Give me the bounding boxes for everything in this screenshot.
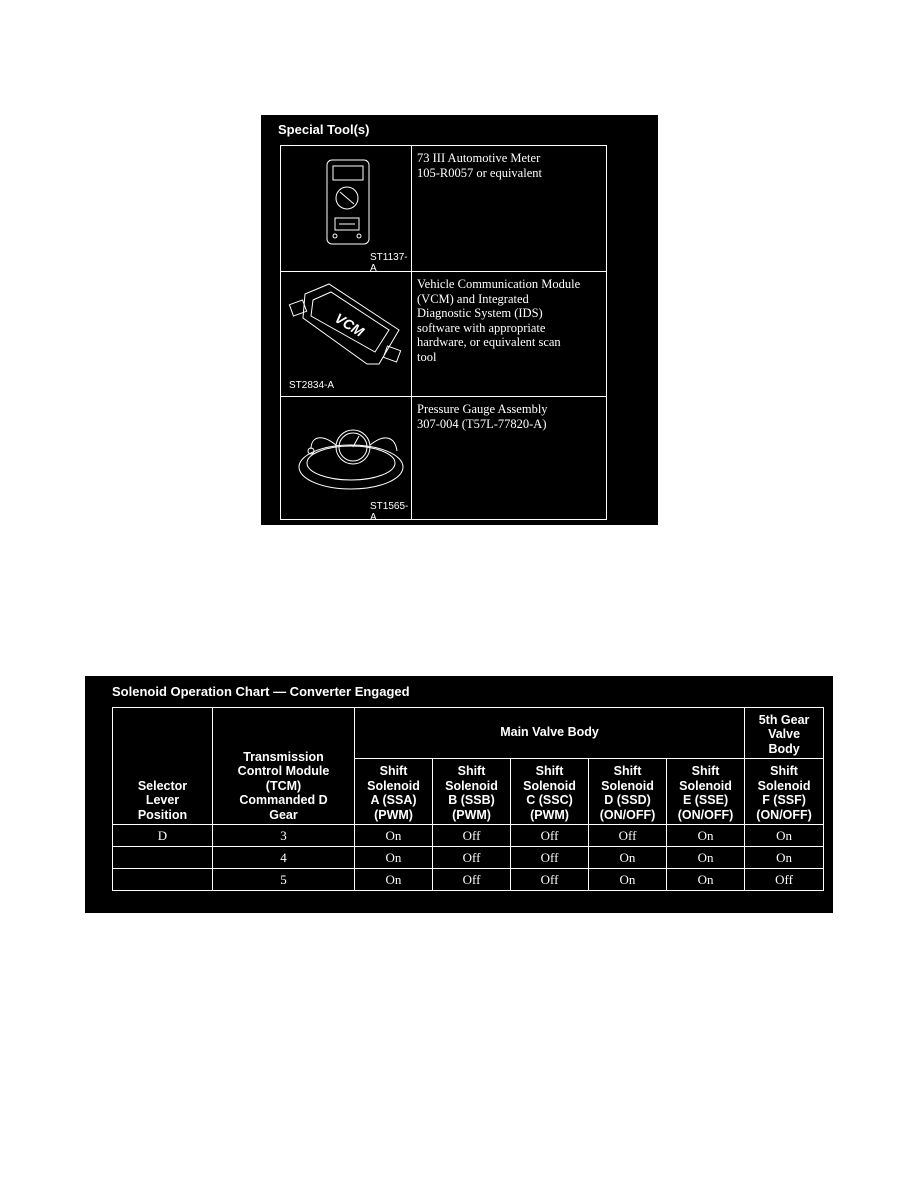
tool-row bbox=[281, 271, 606, 396]
tool-description: 73 III Automotive Meter 105-R0057 or equivalent bbox=[417, 151, 542, 180]
solenoid-chart-title: Solenoid Operation Chart — Converter Engaged bbox=[112, 684, 410, 699]
table-cell: Off bbox=[511, 869, 589, 891]
table-cell bbox=[113, 847, 213, 869]
header-shift-solenoid-e: Shift Solenoid E (SSE) (ON/OFF) bbox=[667, 759, 745, 825]
table-cell: Off bbox=[589, 825, 667, 847]
table-cell: 3 bbox=[213, 825, 355, 847]
header-shift-solenoid-f: Shift Solenoid F (SSF) (ON/OFF) bbox=[745, 759, 824, 825]
special-tools-title: Special Tool(s) bbox=[278, 122, 370, 137]
table-cell: On bbox=[355, 825, 433, 847]
table-cell: 4 bbox=[213, 847, 355, 869]
tool-row bbox=[281, 146, 606, 274]
table-cell: Off bbox=[511, 825, 589, 847]
tool-row bbox=[281, 396, 606, 523]
table-cell: On bbox=[589, 847, 667, 869]
table-cell: On bbox=[745, 847, 824, 869]
table-cell: On bbox=[355, 847, 433, 869]
table-cell: D bbox=[113, 825, 213, 847]
table-cell: On bbox=[355, 869, 433, 891]
header-5th-gear-valve-body: 5th Gear Valve Body bbox=[745, 708, 824, 759]
svg-text:VCM: VCM bbox=[332, 309, 367, 340]
table-cell: Off bbox=[433, 847, 511, 869]
table-cell: On bbox=[667, 847, 745, 869]
tool-image-cell bbox=[281, 397, 412, 523]
table-cell: Off bbox=[511, 847, 589, 869]
table-cell: Off bbox=[745, 869, 824, 891]
vcm-module-icon bbox=[281, 272, 411, 396]
header-main-valve-body: Main Valve Body bbox=[355, 708, 745, 759]
tool-description: Pressure Gauge Assembly 307-004 (T57L-77820-A) bbox=[417, 402, 548, 431]
table-cell: On bbox=[667, 825, 745, 847]
header-shift-solenoid-c: Shift Solenoid C (SSC) (PWM) bbox=[511, 759, 589, 825]
table-cell: On bbox=[745, 825, 824, 847]
table-row bbox=[113, 847, 824, 869]
table-row bbox=[113, 869, 824, 891]
header-tcm-commanded-gear: Transmission Control Module (TCM) Commanded D Gear bbox=[213, 708, 355, 825]
table-cell: Off bbox=[433, 825, 511, 847]
table-row bbox=[113, 825, 824, 847]
tool-code: ST1565-A bbox=[370, 501, 409, 523]
tool-image-cell bbox=[281, 272, 412, 396]
solenoid-chart-panel bbox=[85, 676, 833, 913]
solenoid-operation-table bbox=[112, 707, 824, 891]
special-tools-panel bbox=[261, 115, 658, 525]
special-tools-table bbox=[280, 145, 607, 523]
tool-code: ST2834-A bbox=[289, 380, 335, 391]
header-shift-solenoid-d: Shift Solenoid D (SSD) (ON/OFF) bbox=[589, 759, 667, 825]
table-cell: Off bbox=[433, 869, 511, 891]
tool-code: ST1137-A bbox=[370, 252, 408, 274]
table-cell: 5 bbox=[213, 869, 355, 891]
table-cell: On bbox=[589, 869, 667, 891]
table-cell: On bbox=[667, 869, 745, 891]
tool-image-cell bbox=[281, 146, 412, 274]
header-shift-solenoid-b: Shift Solenoid B (SSB) (PWM) bbox=[433, 759, 511, 825]
header-shift-solenoid-a: Shift Solenoid A (SSA) (PWM) bbox=[355, 759, 433, 825]
header-selector-lever-position: Selector Lever Position bbox=[113, 708, 213, 825]
table-cell bbox=[113, 869, 213, 891]
tool-description: Vehicle Communication Module (VCM) and Integrated Diagnostic System (IDS) software with appropriate hardware, or equivalent scan tool bbox=[417, 277, 581, 364]
